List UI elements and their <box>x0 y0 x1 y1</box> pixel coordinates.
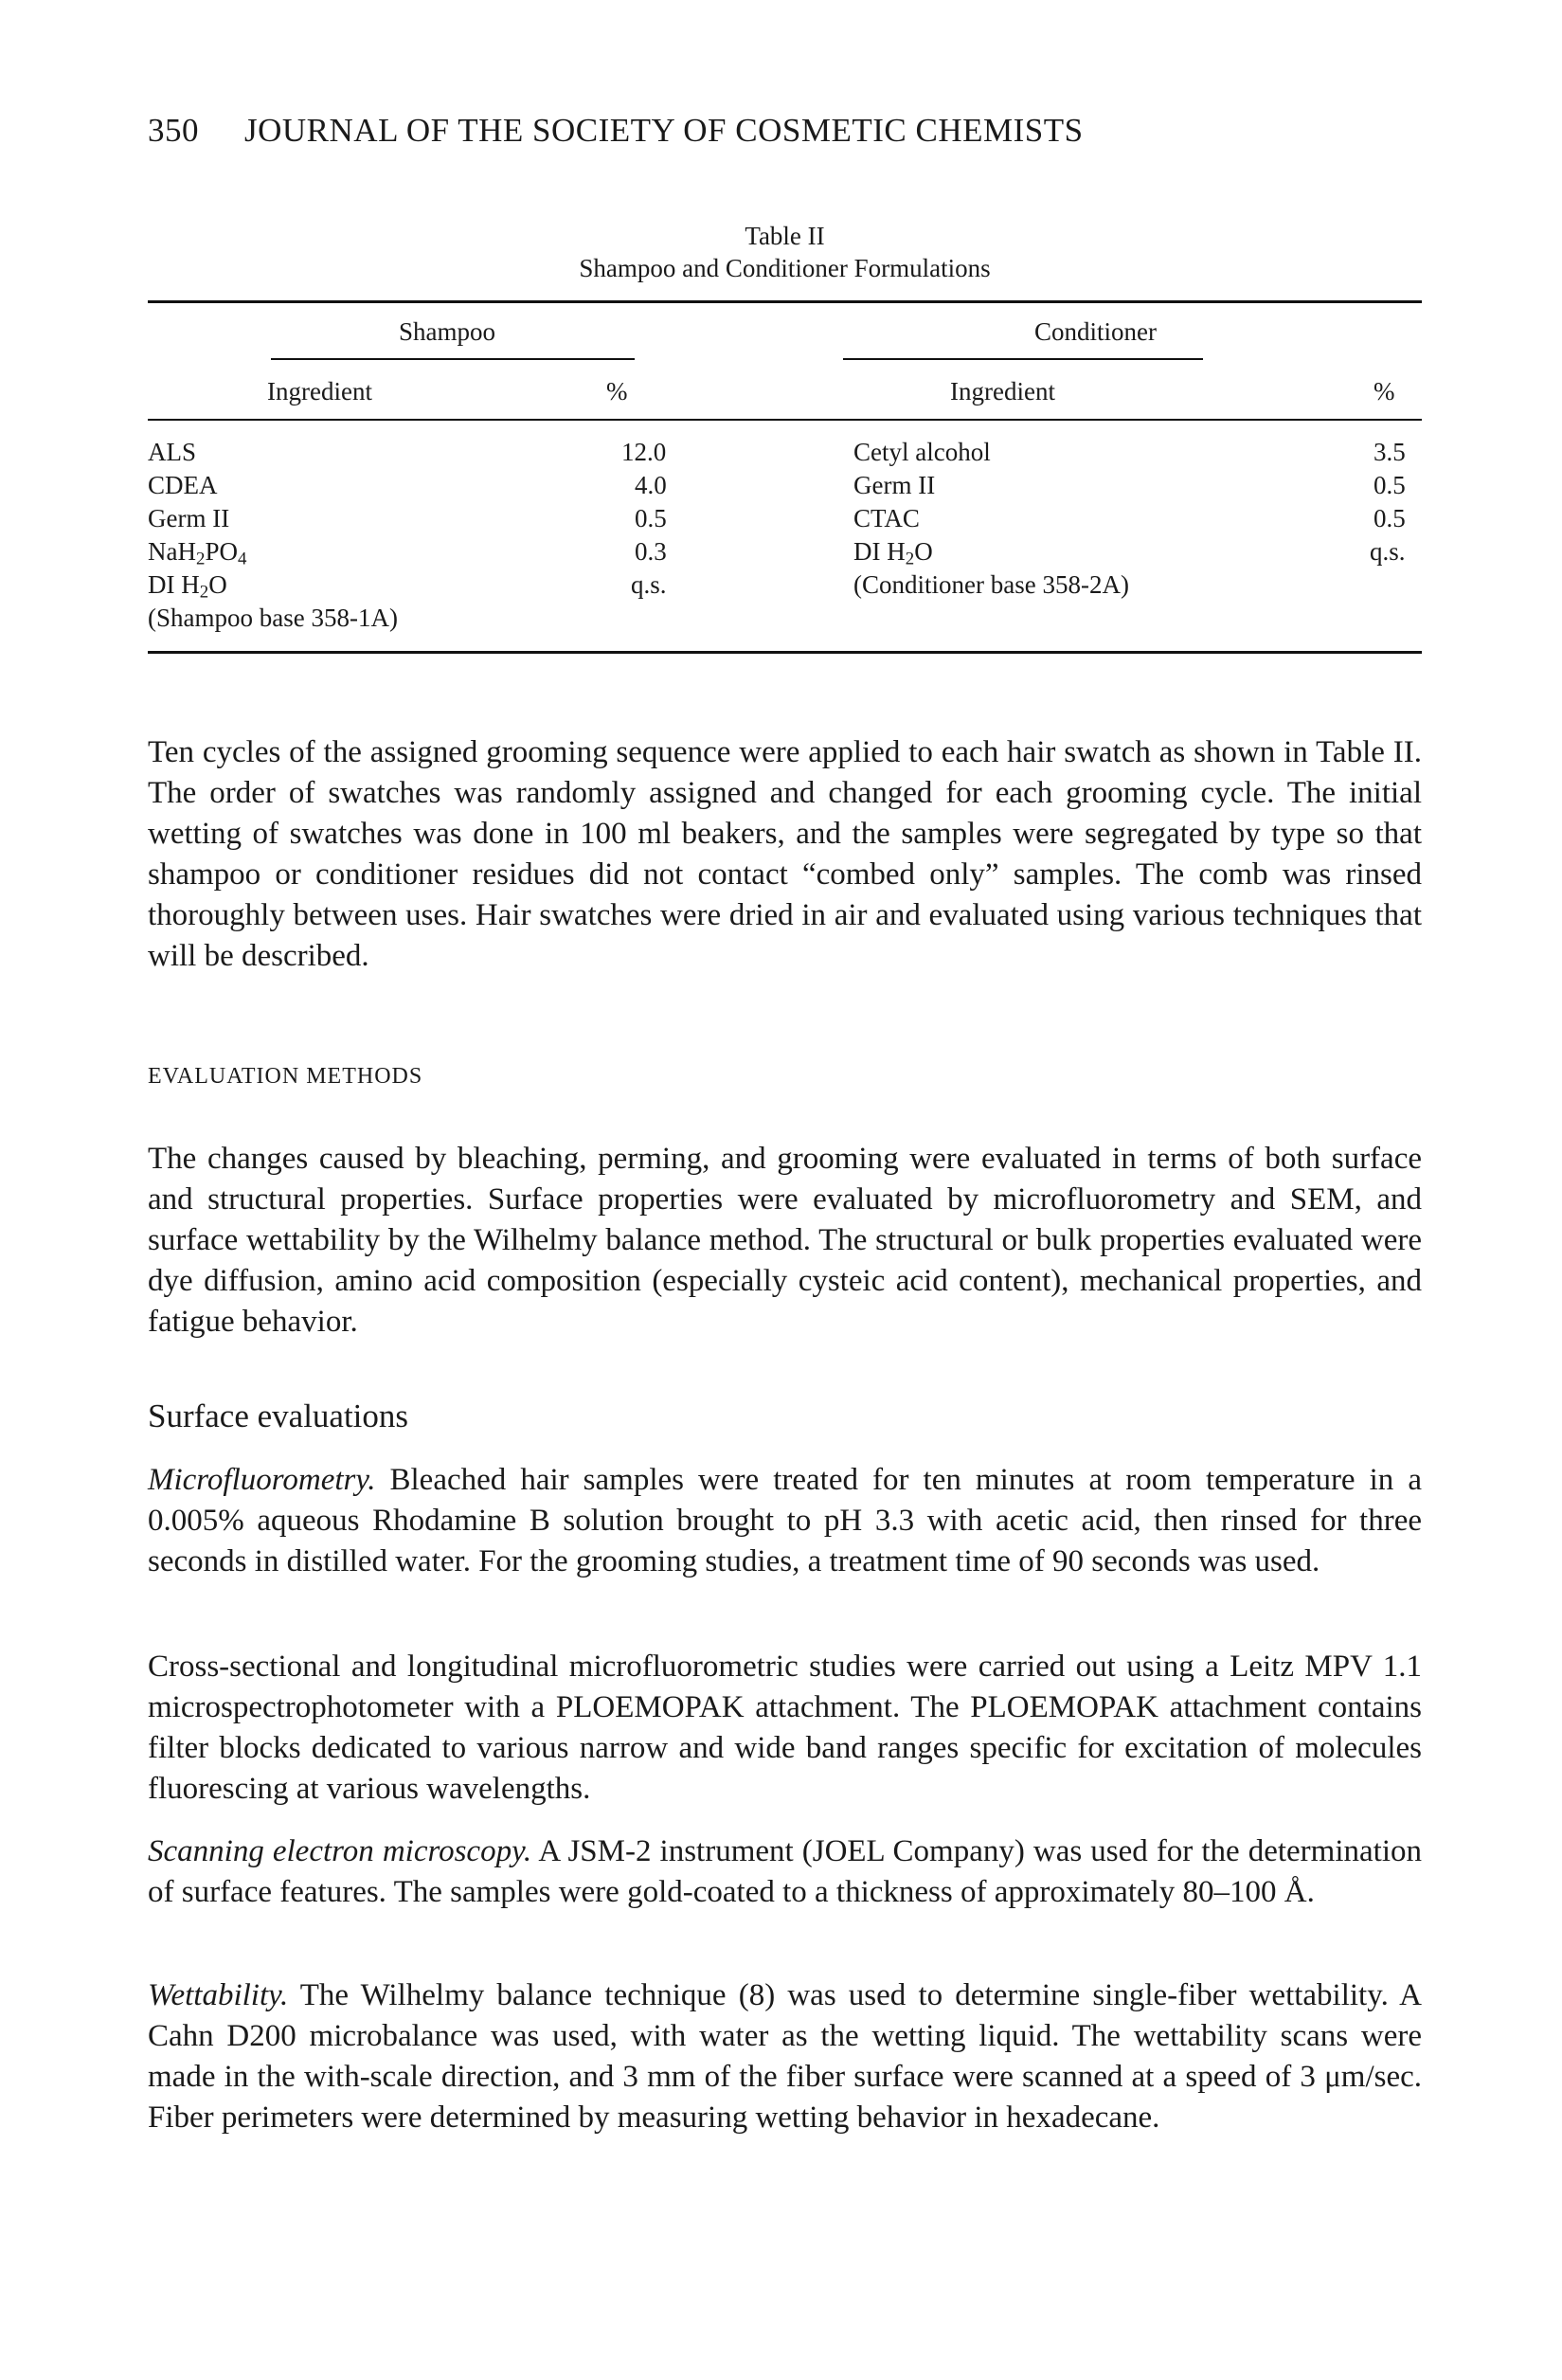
runin-heading: Microfluorometry. <box>148 1463 376 1497</box>
running-head <box>148 112 1084 150</box>
table-cell <box>148 570 227 604</box>
table-cell: 0.5 <box>635 504 667 532</box>
table-cell: CTAC <box>853 504 920 532</box>
table-cell <box>148 537 246 570</box>
formula-part: NaH <box>148 537 196 566</box>
shampoo-percent-header: % <box>606 377 628 406</box>
journal-title: JOURNAL OF THE SOCIETY OF COSMETIC CHEMISTS <box>244 112 1084 149</box>
body-paragraph: The changes caused by bleaching, perming, and grooming were evaluated in terms of both surface and structural properties. Surface properties were evaluated by microfluorometry and SEM, and surface wettability by the Wilhelmy balance method. The structural or bulk properties evaluated were dye diffusion, amino acid composition (especially cysteic acid content), mechanical properties, and fatigue behavior. <box>148 1142 1422 1339</box>
page-number: 350 <box>148 112 199 149</box>
table-caption: Shampoo and Conditioner Formulations <box>579 254 991 282</box>
table-cell: 4.0 <box>635 471 667 499</box>
formula-part: PO <box>205 537 238 566</box>
table-cell: Germ II <box>148 504 230 532</box>
shampoo-group-rule <box>271 358 635 360</box>
formula-subscript: 2 <box>905 549 915 569</box>
table-header-rule <box>148 419 1422 421</box>
table-bottom-rule <box>148 651 1422 654</box>
table-label: Table II <box>745 222 825 250</box>
paragraph-text: A JSM-2 instrument (JOEL Company) was used for the determination of surface features. The samples were gold-coated to a thickness of approximately 80–100 Å. <box>148 1834 1422 1909</box>
table-cell: Germ II <box>853 471 936 499</box>
formula-part: O <box>208 570 227 599</box>
table-cell: CDEA <box>148 471 218 499</box>
conditioner-group-rule <box>843 358 1203 360</box>
conditioner-percent-header: % <box>1373 377 1395 406</box>
table-cell <box>853 537 933 570</box>
body-paragraph <box>148 1831 1422 1913</box>
formula-subscript: 4 <box>237 549 247 569</box>
table-cell: q.s. <box>1370 537 1406 566</box>
paragraph-text: Bleached hair samples were treated for ten minutes at room temperature in a 0.005% aqueous Rhodamine B solution brought to pH 3.3 with acetic acid, then rinsed for three seconds in distilled water. For the grooming studies, a treatment time of 90 seconds was used. <box>148 1463 1422 1578</box>
table-cell: 0.5 <box>1373 504 1406 532</box>
runin-heading: Wettability. <box>148 1978 289 2012</box>
formula-part: O <box>914 537 933 566</box>
table-cell: 0.5 <box>1373 471 1406 499</box>
body-paragraph <box>148 1975 1422 2138</box>
body-paragraph: Ten cycles of the assigned grooming sequence were applied to each hair swatch as shown in Table II. The order of swatches was randomly assigned and changed for each grooming cycle. The initial wetting of swatches was done in 100 ml beakers, and the samples were segregated by type so that shampoo or conditioner residues did not contact “combed only” samples. The comb was rinsed thoroughly between uses. Hair swatches were dried in air and evaluated using various techniques that will be described. <box>148 735 1422 973</box>
table-cell: q.s. <box>631 570 667 599</box>
runin-heading: Scanning electron microscopy. <box>148 1834 532 1868</box>
body-paragraph: Cross-sectional and longitudinal microfluorometric studies were carried out using a Leitz MPV 1.1 microspectrophotometer with a PLOEMOPAK attachment. The PLOEMOPAK attachment contains filter blocks dedicated to various narrow and wide band ranges specific for excitation of molecules fluorescing at various wavelengths. <box>148 1650 1422 1806</box>
table-cell: 3.5 <box>1373 438 1406 466</box>
conditioner-group-header: Conditioner <box>1034 317 1157 346</box>
table-cell: 12.0 <box>621 438 667 466</box>
table-cell: 0.3 <box>635 537 667 566</box>
formula-subscript: 2 <box>199 582 209 603</box>
table-top-rule <box>148 300 1422 303</box>
table-cell: ALS <box>148 438 197 466</box>
table-cell: Cetyl alcohol <box>853 438 991 466</box>
formula-part: DI H <box>853 537 906 566</box>
table-cell: (Shampoo base 358-1A) <box>148 604 398 632</box>
formula-part: DI H <box>148 570 200 599</box>
body-paragraph <box>148 1460 1422 1582</box>
paragraph-text: The Wilhelmy balance technique (8) was used to determine single-fiber wettability. A Cahn D200 microbalance was used, with water as the wetting liquid. The wettability scans were made in the with-scale direction, and 3 mm of the fiber surface were scanned at a speed of 3 μm/sec. Fiber perimeters were determined by measuring wetting behavior in hexadecane. <box>148 1978 1422 2135</box>
section-heading: EVALUATION METHODS <box>148 1064 423 1089</box>
formula-subscript: 2 <box>195 549 206 569</box>
table-cell: (Conditioner base 358-2A) <box>853 570 1129 599</box>
shampoo-ingredient-header: Ingredient <box>267 377 372 406</box>
conditioner-ingredient-header: Ingredient <box>950 377 1055 406</box>
subsection-heading: Surface evaluations <box>148 1397 409 1434</box>
shampoo-group-header: Shampoo <box>399 317 496 346</box>
